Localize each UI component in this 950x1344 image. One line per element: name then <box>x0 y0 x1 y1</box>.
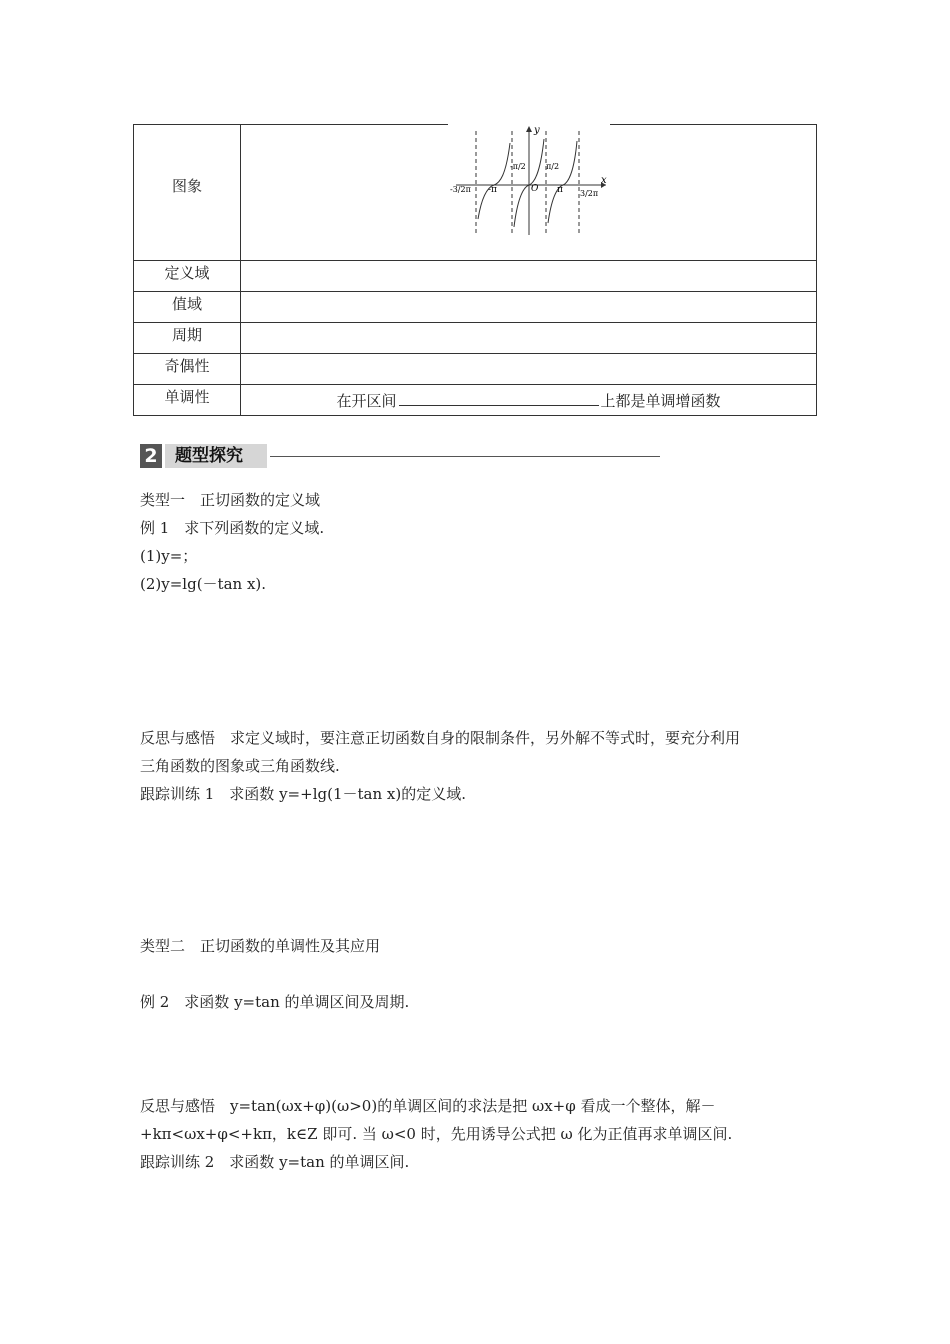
tangent-graph <box>448 123 610 237</box>
row-label-period: 周期 <box>134 323 241 354</box>
neg-pi-label: -π <box>488 185 497 195</box>
type2-heading: 类型二 正切函数的单调性及其应用 <box>140 937 381 955</box>
monotonicity-suffix: 上都是单调增函数 <box>600 391 721 410</box>
table-row-domain <box>134 261 817 292</box>
section-number-badge: 2 <box>140 444 162 468</box>
row-value-period <box>241 323 817 354</box>
section-title: 题型探究 <box>165 444 267 468</box>
tan-branch-left <box>478 143 510 219</box>
example1-part2: (2)y=lg(－tan x). <box>140 575 267 593</box>
row-value-range <box>241 292 817 323</box>
y-axis-arrow <box>526 126 532 132</box>
pi-label: π <box>557 185 563 195</box>
row-value-domain <box>241 261 817 292</box>
y-axis-label: y <box>534 125 540 136</box>
tangent-property-table <box>133 124 817 416</box>
tracking-exercise-2: 跟踪训练 2 求函数 y=tan 的单调区间. <box>140 1153 410 1171</box>
neg-half-pi-label: -π/2 <box>510 162 526 171</box>
half-pi-label: π/2 <box>546 162 560 171</box>
table-row-monotonicity <box>134 385 817 416</box>
reflection2-line2: +kπ<ωx+φ<+kπ，k∈Z 即可. 当 ω<0 时，先用诱导公式把 ω 化为正值再求单调区间. <box>140 1125 733 1143</box>
row-label-monotonicity: 单调性 <box>134 385 241 416</box>
section-header <box>140 442 520 470</box>
table-row-range <box>134 292 817 323</box>
row-label-range: 值域 <box>134 292 241 323</box>
three-half-pi-label: 3/2π <box>580 189 599 198</box>
tracking-exercise-1: 跟踪训练 1 求函数 y=+lg(1－tan x)的定义域. <box>140 785 466 803</box>
reflection1-line2: 三角函数的图象或三角函数线. <box>140 757 340 775</box>
fill-in-blank[interactable] <box>399 391 599 406</box>
neg-three-half-pi-label: -3/2π <box>450 185 471 194</box>
origin-label: O <box>531 184 539 194</box>
monotonicity-prefix: 在开区间 <box>336 391 397 410</box>
tan-branch-right <box>548 141 577 223</box>
row-label-domain: 定义域 <box>134 261 241 292</box>
graph-cell <box>241 125 817 261</box>
row-label-graph: 图象 <box>134 125 241 261</box>
table-row-graph <box>134 125 817 261</box>
x-axis-label: x <box>601 175 607 186</box>
table-row-parity <box>134 354 817 385</box>
type1-heading: 类型一 正切函数的定义域 <box>140 491 321 509</box>
reflection1-line1: 反思与感悟 求定义域时，要注意正切函数自身的限制条件，另外解不等式时，要充分利用 <box>140 729 741 747</box>
tangent-graph-svg <box>448 123 610 237</box>
example2-title: 例 2 求函数 y=tan 的单调区间及周期. <box>140 993 410 1011</box>
example1-part1: (1)y=； <box>140 547 198 565</box>
section-divider <box>270 456 660 457</box>
row-label-parity: 奇偶性 <box>134 354 241 385</box>
example1-title: 例 1 求下列函数的定义域. <box>140 519 325 537</box>
reflection2-line1: 反思与感悟 y=tan(ωx+φ)(ω>0)的单调区间的求法是把 ωx+φ 看成一个整体，解－ <box>140 1097 716 1115</box>
row-value-monotonicity <box>241 385 817 416</box>
table-row-period <box>134 323 817 354</box>
row-value-parity <box>241 354 817 385</box>
